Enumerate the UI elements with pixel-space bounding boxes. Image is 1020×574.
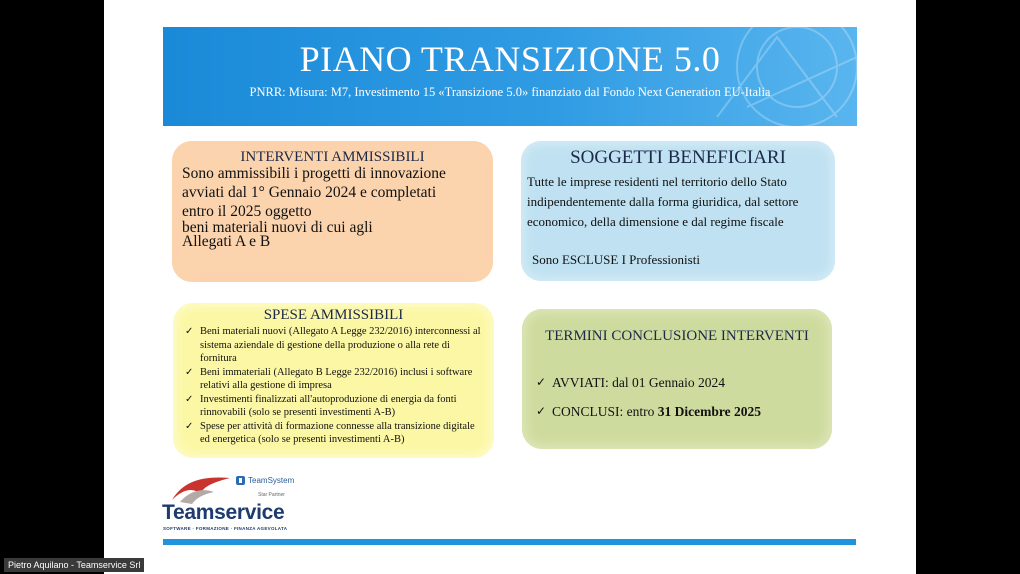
- soggetti-body: Tutte le imprese residenti nel territorio dello Stato indipendentemente dalla forma giuridica, dal settore economico, della dimensione e dal regime fiscale: [527, 174, 799, 229]
- checkmark-icon: ✓: [536, 404, 547, 418]
- termini-conclusi-prefix: CONCLUSI: entro: [552, 404, 658, 419]
- soggetti-excluded: Sono ESCLUSE I Professionisti: [532, 252, 700, 267]
- checkmark-icon: ✓: [185, 366, 194, 378]
- interventi-line: entro il 2025 oggetto: [182, 203, 312, 220]
- termini-box: [522, 309, 832, 449]
- teamservice-logo: [162, 472, 412, 536]
- soggetti-box: [521, 141, 835, 281]
- checkmark-icon: ✓: [185, 420, 194, 432]
- logo-name: Teamservice: [162, 501, 285, 524]
- spese-item-text: Investimenti finalizzati all'autoproduzione di energia da fonti rinnovabili (solo se presenti investimenti A-B): [200, 393, 457, 418]
- spese-box: [173, 303, 494, 458]
- checkmark-icon: ✓: [185, 326, 194, 337]
- presentation-slide: [104, 0, 916, 574]
- interventi-title: INTERVENTI AMMISSIBILI: [240, 149, 425, 165]
- interventi-line: avviati dal 1° Gennaio 2024 e completati: [182, 184, 437, 201]
- spese-item-text: Spese per attività di formazione connesse alla transizione digitale ed energetica (solo se presenti investimenti A-B): [200, 420, 475, 445]
- spese-title: SPESE AMMISSIBILI: [263, 307, 404, 323]
- termini-conclusi-date: 31 Dicembre 2025: [657, 404, 761, 419]
- interventi-line: Allegati A e B: [182, 233, 271, 250]
- teamsystem-logo-icon: [236, 476, 245, 485]
- star-partner-label: Star Partner: [258, 492, 285, 498]
- termini-list: [536, 375, 761, 433]
- spese-list-item: [185, 325, 485, 366]
- teamsystem-label: TeamSystem: [248, 476, 295, 485]
- spese-list-item: [185, 420, 485, 447]
- interventi-line: beni materiali nuovi di cui agli: [182, 219, 373, 236]
- spese-list-item: [185, 393, 485, 420]
- participant-name-tag: Pietro Aquilano - Teamservice Srl: [4, 558, 144, 572]
- slide-subtitle: PNRR: Misura: M7, Investimento 15 «Transizione 5.0» finanziato dal Fondo Next Generation EU-Italia: [249, 85, 771, 99]
- soggetti-title: SOGGETTI BENEFICIARI: [570, 147, 786, 168]
- termini-avviati: AVVIATI: dal 01 Gennaio 2024: [552, 375, 725, 390]
- slide-title: PIANO TRANSIZIONE 5.0: [299, 39, 721, 79]
- slide-header: [163, 27, 857, 126]
- interventi-line: Sono ammissibili i progetti di innovazione: [182, 165, 446, 182]
- logo-tagline: SOFTWARE · FORMAZIONE · FINANZA AGEVOLATA: [163, 526, 288, 531]
- spese-list: [185, 325, 485, 447]
- interventi-body: [182, 164, 482, 249]
- termini-title: TERMINI CONCLUSIONE INTERVENTI: [545, 328, 809, 344]
- termini-list-item: [536, 375, 761, 404]
- interventi-box: [172, 141, 493, 282]
- checkmark-icon: ✓: [536, 375, 547, 389]
- spese-item-text: Beni materiali nuovi (Allegato A Legge 232/2016) interconnessi al sistema aziendale di gestione della produzione o alla rete di fornitura: [200, 326, 481, 364]
- bottom-accent-bar: [163, 539, 856, 545]
- termini-list-item: [536, 404, 761, 433]
- checkmark-icon: ✓: [185, 393, 194, 405]
- spese-item-text: Beni immateriali (Allegato B Legge 232/2016) inclusi i software relativi alla gestione di impresa: [200, 366, 473, 391]
- spese-list-item: [185, 366, 485, 393]
